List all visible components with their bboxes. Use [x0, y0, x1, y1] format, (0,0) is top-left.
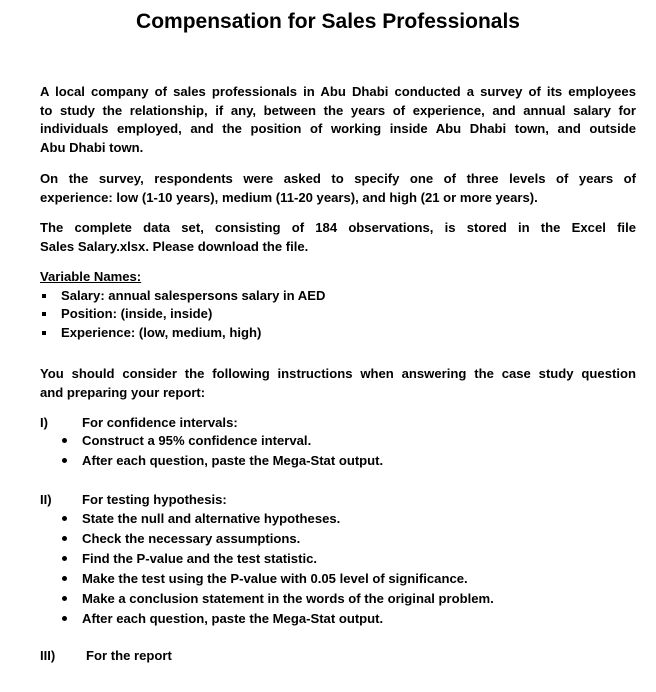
instructions-line: You should consider the following instructions when answering the case study question	[40, 366, 636, 381]
section-item: Make a conclusion statement in the words of the original problem.	[62, 589, 494, 609]
dataset-paragraph	[40, 219, 636, 256]
survey-line: On the survey, respondents were asked to specify one of three levels of years of	[40, 171, 636, 186]
section-title: For testing hypothesis:	[82, 492, 227, 507]
instructions-line: and preparing your report:	[40, 384, 206, 400]
section-item: Make the test using the P-value with 0.05 level of significance.	[62, 569, 494, 589]
variable-item: Salary: annual salespersons salary in AED	[40, 287, 636, 306]
intro-line: to study the relationship, if any, between the years of experience, and annual salary for	[40, 102, 636, 118]
variable-names-heading: Variable Names:	[40, 269, 142, 284]
section-numeral: II)	[40, 492, 52, 507]
section-items	[62, 509, 494, 629]
section-items	[62, 431, 383, 471]
section-title: For the report	[86, 648, 172, 663]
intro-paragraph	[40, 83, 636, 157]
instructions-paragraph	[40, 365, 636, 402]
section-numeral: I)	[40, 415, 48, 430]
survey-paragraph	[40, 170, 636, 207]
variable-item: Experience: (low, medium, high)	[40, 324, 636, 343]
section-item: Check the necessary assumptions.	[62, 529, 494, 549]
intro-line: individuals employed, and the position of working inside Abu Dhabi town, and outside	[40, 121, 636, 136]
section-item: After each question, paste the Mega-Stat output.	[62, 609, 494, 629]
dataset-line: The complete data set, consisting of 184 observations, is stored in the Excel file	[40, 220, 636, 235]
survey-line: experience: low (1-10 years), medium (11-20 years), and high (21 or more years).	[40, 189, 538, 205]
variable-names	[40, 268, 636, 342]
intro-line: A local company of sales professionals in Abu Dhabi conducted a survey of its employees	[40, 84, 636, 99]
page-title: Compensation for Sales Professionals	[136, 10, 520, 33]
variable-item: Position: (inside, inside)	[40, 305, 636, 324]
variable-list	[40, 287, 636, 343]
intro-line: Abu Dhabi town.	[40, 139, 144, 155]
section-item: State the null and alternative hypotheses.	[62, 509, 494, 529]
section-item: Construct a 95% confidence interval.	[62, 431, 383, 451]
section-item: Find the P-value and the test statistic.	[62, 549, 494, 569]
section-item: After each question, paste the Mega-Stat output.	[62, 451, 383, 471]
section-numeral: III)	[40, 648, 56, 663]
section-title: For confidence intervals:	[82, 415, 238, 430]
dataset-line: Sales Salary.xlsx. Please download the file.	[40, 238, 309, 254]
